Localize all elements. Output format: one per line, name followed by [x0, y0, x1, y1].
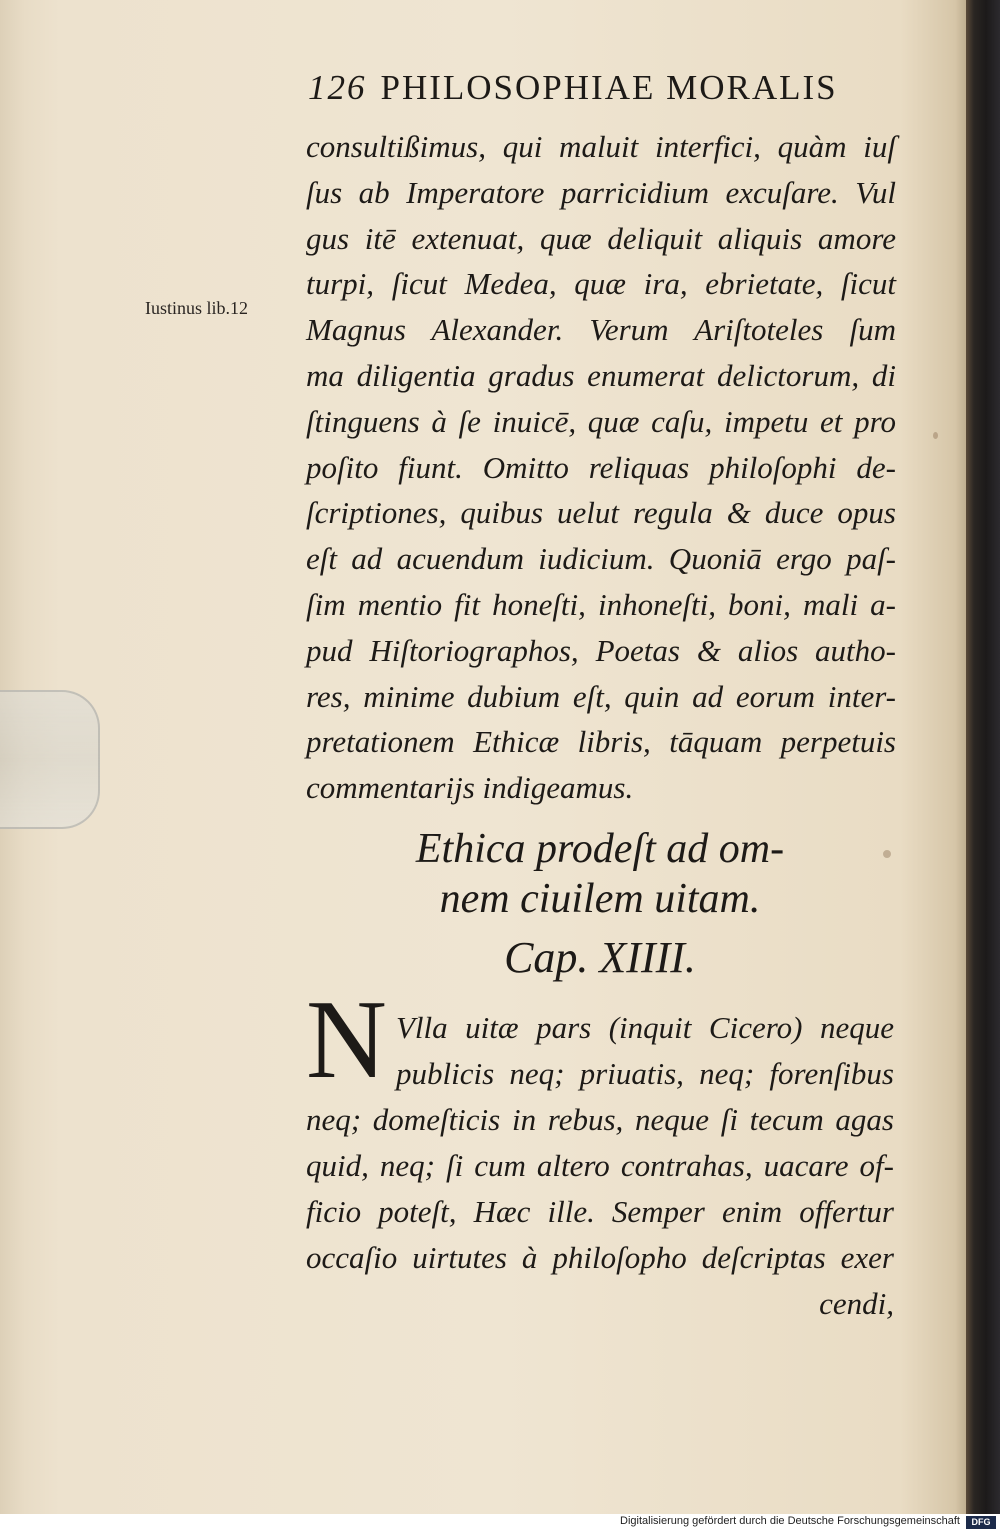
chapter-text [306, 1005, 894, 1327]
chapter-number: Cap. XIIII. [504, 933, 696, 982]
text-line: pud Hiſtoriographos, Poetas & alios autho- [306, 632, 896, 668]
paper-spot [933, 432, 938, 439]
text-line: ſus ab Imperatore parricidium excuſare. Vul [306, 174, 896, 210]
heading-line: Ethica prodeſt ad om- [415, 826, 785, 872]
text-line: res, minime dubium eſt, quin ad eorum inter- [306, 678, 896, 714]
text-line: occaſio uirtutes à philoſopho deſcriptas exer [306, 1240, 894, 1275]
heading-line: nem ciuilem uitam. [439, 876, 761, 922]
page-clip [0, 690, 100, 829]
section-heading [300, 824, 900, 924]
text-line: Vlla uitæ pars (inquit Cicero) neque [396, 1010, 894, 1045]
dfg-logo: DFG [966, 1516, 996, 1529]
text-line: publicis neq; priuatis, neq; forenſibus [396, 1056, 894, 1091]
footer-credit: Digitalisierung gefördert durch die Deutsche Forschungsgemeinschaft [620, 1515, 960, 1527]
text-line: quid, neq; ſi cum altero contrahas, uacare of- [306, 1148, 894, 1183]
text-line: poſito fiunt. Omitto reliquas philoſophi de- [306, 449, 896, 485]
text-line: turpi, ſicut Medea, quæ ira, ebrietate, ſicut [306, 266, 896, 302]
running-head [308, 68, 868, 112]
text-line: ſtinguens à ſe inuicē, quæ caſu, impetu et pro [306, 403, 896, 439]
book-gutter [966, 0, 1000, 1514]
text-line: neq; domeſticis in rebus, neque ſi tecum agas [306, 1102, 894, 1137]
text-line: gus itē extenuat, quæ deliquit aliquis amore [306, 220, 896, 256]
text-line: ſim mentio fit honeſti, inhoneſti, boni, mali a- [306, 586, 896, 622]
text-line: eſt ad acuendum iudicium. Quoniā ergo paſ- [306, 541, 896, 577]
drop-cap: N [306, 978, 387, 1102]
text-line: pretationem Ethicæ libris, tāquam perpetuis [306, 724, 896, 760]
text-line: ficio poteſt, Hæc ille. Semper enim offertur [306, 1194, 894, 1229]
running-title: PHILOSOPHIAE MORALIS [380, 68, 838, 107]
body-text [306, 124, 896, 811]
text-line: ma diligentia gradus enumerat delictorum, di [306, 357, 896, 393]
text-line: ſcriptiones, quibus uelut regula & duce opus [306, 495, 896, 531]
text-line: cendi, [819, 1286, 894, 1321]
text-line: Magnus Alexander. Verum Ariſtoteles ſum [306, 312, 896, 348]
page-number: 126 [308, 68, 367, 107]
text-line: commentarijs indigeamus. [306, 770, 634, 806]
margin-note: Iustinus lib.12 [145, 298, 249, 318]
text-line: consultißimus, qui maluit interfici, quàm iuſ [306, 129, 896, 164]
